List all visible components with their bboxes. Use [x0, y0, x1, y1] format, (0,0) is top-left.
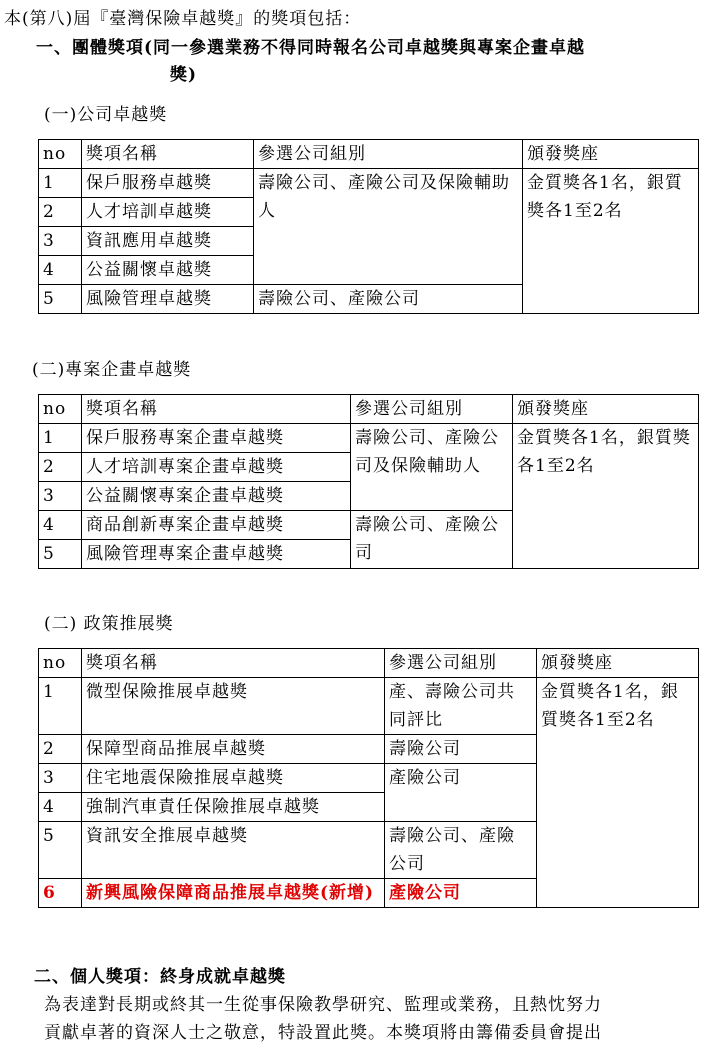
table-header-row [39, 649, 699, 678]
header-award-name: 獎項名稱 [82, 140, 254, 169]
table-header-row [39, 140, 699, 169]
trophy-cell: 金質獎各1名，銀質獎各1至2名 [537, 678, 699, 908]
header-trophy: 頒發獎座 [523, 140, 699, 169]
header-no: no [39, 395, 82, 424]
row-no: 5 [39, 285, 82, 314]
sub2-title: (二)專案企畫卓越獎 [32, 360, 192, 380]
table-row [39, 678, 699, 735]
row-award-name: 資訊安全推展卓越獎 [82, 822, 385, 879]
company-group-cell: 產險公司 [385, 764, 537, 822]
row-award-name: 資訊應用卓越獎 [82, 227, 254, 256]
header-no: no [39, 649, 82, 678]
section2-title: 二、個人獎項：終身成就卓越獎 [34, 967, 286, 987]
row-award-name: 公益關懷專案企畫卓越獎 [82, 482, 351, 511]
row-no: 2 [39, 735, 82, 764]
row-no: 4 [39, 511, 82, 540]
row-award-name: 新興風險保障商品推展卓越獎(新增) [82, 879, 385, 908]
row-award-name: 住宅地震保險推展卓越獎 [82, 764, 385, 793]
section2-body-cont: 貢獻卓著的資深人士之敬意，特設置此獎。本獎項將由籌備委員會提出 [44, 1023, 602, 1043]
row-no: 4 [39, 256, 82, 285]
table-row [39, 169, 699, 198]
policy-award-table [38, 648, 699, 908]
row-award-name: 微型保險推展卓越獎 [82, 678, 385, 735]
company-group-cell: 壽險公司 [385, 735, 537, 764]
row-award-name: 商品創新專案企畫卓越獎 [82, 511, 351, 540]
row-award-name: 人才培訓專案企畫卓越獎 [82, 453, 351, 482]
row-award-name: 保戶服務卓越獎 [82, 169, 254, 198]
trophy-cell: 金質獎各1名，銀質獎各1至2名 [523, 169, 699, 314]
row-no: 1 [39, 424, 82, 453]
row-no: 3 [39, 482, 82, 511]
section1-title: 一、團體獎項(同一參選業務不得同時報名公司卓越獎與專案企畫卓越 [36, 38, 586, 58]
company-group-cell: 壽險公司、產險公司 [385, 822, 537, 879]
section1-title-cont: 獎) [170, 65, 198, 85]
header-award-name: 獎項名稱 [82, 649, 385, 678]
row-award-name: 保障型商品推展卓越獎 [82, 735, 385, 764]
intro-line: 本(第八)屆『臺灣保險卓越獎』的獎項包括： [4, 9, 362, 29]
company-group-cell: 產險公司 [385, 879, 537, 908]
table-row [39, 424, 699, 453]
row-award-name: 強制汽車責任保險推展卓越獎 [82, 793, 385, 822]
project-award-table [38, 394, 699, 569]
header-trophy: 頒發獎座 [513, 395, 699, 424]
trophy-cell: 金質獎各1名，銀質獎各1至2名 [513, 424, 699, 569]
row-no: 2 [39, 453, 82, 482]
company-group-cell: 壽險公司、產險公司 [351, 511, 513, 569]
header-company-group: 參選公司組別 [351, 395, 513, 424]
row-award-name: 人才培訓卓越獎 [82, 198, 254, 227]
row-award-name: 保戶服務專案企畫卓越獎 [82, 424, 351, 453]
row-no: 5 [39, 822, 82, 879]
sub1-title: (一)公司卓越獎 [44, 105, 168, 125]
row-award-name: 公益關懷卓越獎 [82, 256, 254, 285]
sub3-title: (二) 政策推展獎 [44, 614, 174, 634]
company-group-cell: 壽險公司、產險公司 [254, 285, 523, 314]
row-no: 5 [39, 540, 82, 569]
company-group-cell: 壽險公司、產險公司及保險輔助人 [254, 169, 523, 285]
row-no: 3 [39, 227, 82, 256]
header-no: no [39, 140, 82, 169]
section2-body: 為表達對長期或終其一生從事保險教學研究、監理或業務，且熱忱努力 [44, 995, 602, 1015]
table-header-row [39, 395, 699, 424]
row-no: 3 [39, 764, 82, 793]
company-group-cell: 產、壽險公司共同評比 [385, 678, 537, 735]
company-group-cell: 壽險公司、產險公司及保險輔助人 [351, 424, 513, 511]
company-award-table [38, 139, 699, 314]
row-award-name: 風險管理專案企畫卓越獎 [82, 540, 351, 569]
row-no: 2 [39, 198, 82, 227]
header-award-name: 獎項名稱 [82, 395, 351, 424]
row-no: 4 [39, 793, 82, 822]
header-company-group: 參選公司組別 [254, 140, 523, 169]
row-no: 1 [39, 169, 82, 198]
row-no: 6 [39, 879, 82, 908]
header-company-group: 參選公司組別 [385, 649, 537, 678]
header-trophy: 頒發獎座 [537, 649, 699, 678]
row-award-name: 風險管理卓越獎 [82, 285, 254, 314]
row-no: 1 [39, 678, 82, 735]
